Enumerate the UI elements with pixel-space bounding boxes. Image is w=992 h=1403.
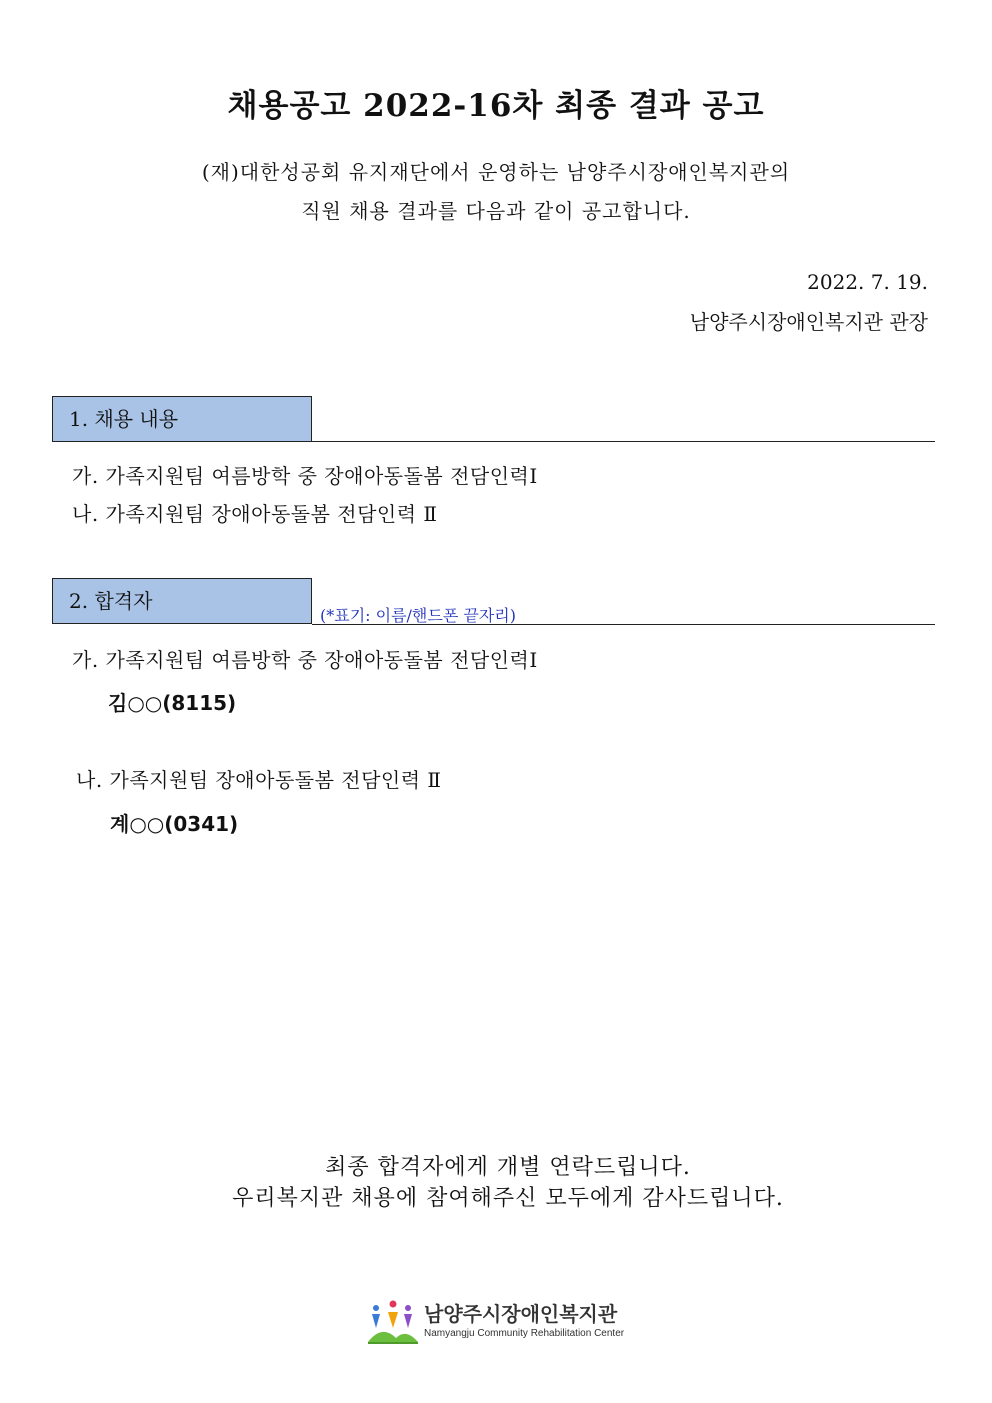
logo-subtitle: Namyangju Community Rehabilitation Center [424,1328,625,1339]
winner-group-b-name: 계○○(0341) [110,812,239,836]
notation-note: (*표기: 이름/핸드폰 끝자리) [320,606,516,625]
section-1-heading: 1. 채용 내용 [52,396,312,442]
section-1-item-b: 나. 가족지원팀 장애아동돌봄 전담인력 Ⅱ [72,502,438,526]
winner-group-b-label: 나. 가족지원팀 장애아동돌봄 전담인력 Ⅱ [76,768,442,792]
intro-line-1: (재)대한성공회 유지재단에서 운영하는 남양주시장애인복지관의 [201,160,791,184]
winner-group-a-name: 김○○(8115) [108,691,237,715]
intro-line-2: 직원 채용 결과를 다음과 같이 공고합니다. [301,199,691,223]
closing-line-1: 최종 합격자에게 개별 연락드립니다. [325,1155,691,1180]
announcement-date: 2022. 7. 19. [807,270,928,294]
signature: 남양주시장애인복지관 관장 [689,310,928,334]
closing-line-2: 우리복지관 채용에 참여해주신 모두에게 감사드립니다. [232,1186,784,1211]
section-1-item-a: 가. 가족지원팀 여름방학 중 장애아동돌봄 전담인력Ⅰ [72,464,538,488]
page-title: 채용공고 2022-16차 최종 결과 공고 [227,88,765,124]
section-1-rule [312,441,935,442]
logo-name: 남양주시장애인복지관 [424,1302,618,1326]
winner-group-a-label: 가. 가족지원팀 여름방학 중 장애아동돌봄 전담인력Ⅰ [72,648,538,672]
people-hills-logo-icon [366,1298,420,1346]
section-2-heading: 2. 합격자 [52,578,312,624]
